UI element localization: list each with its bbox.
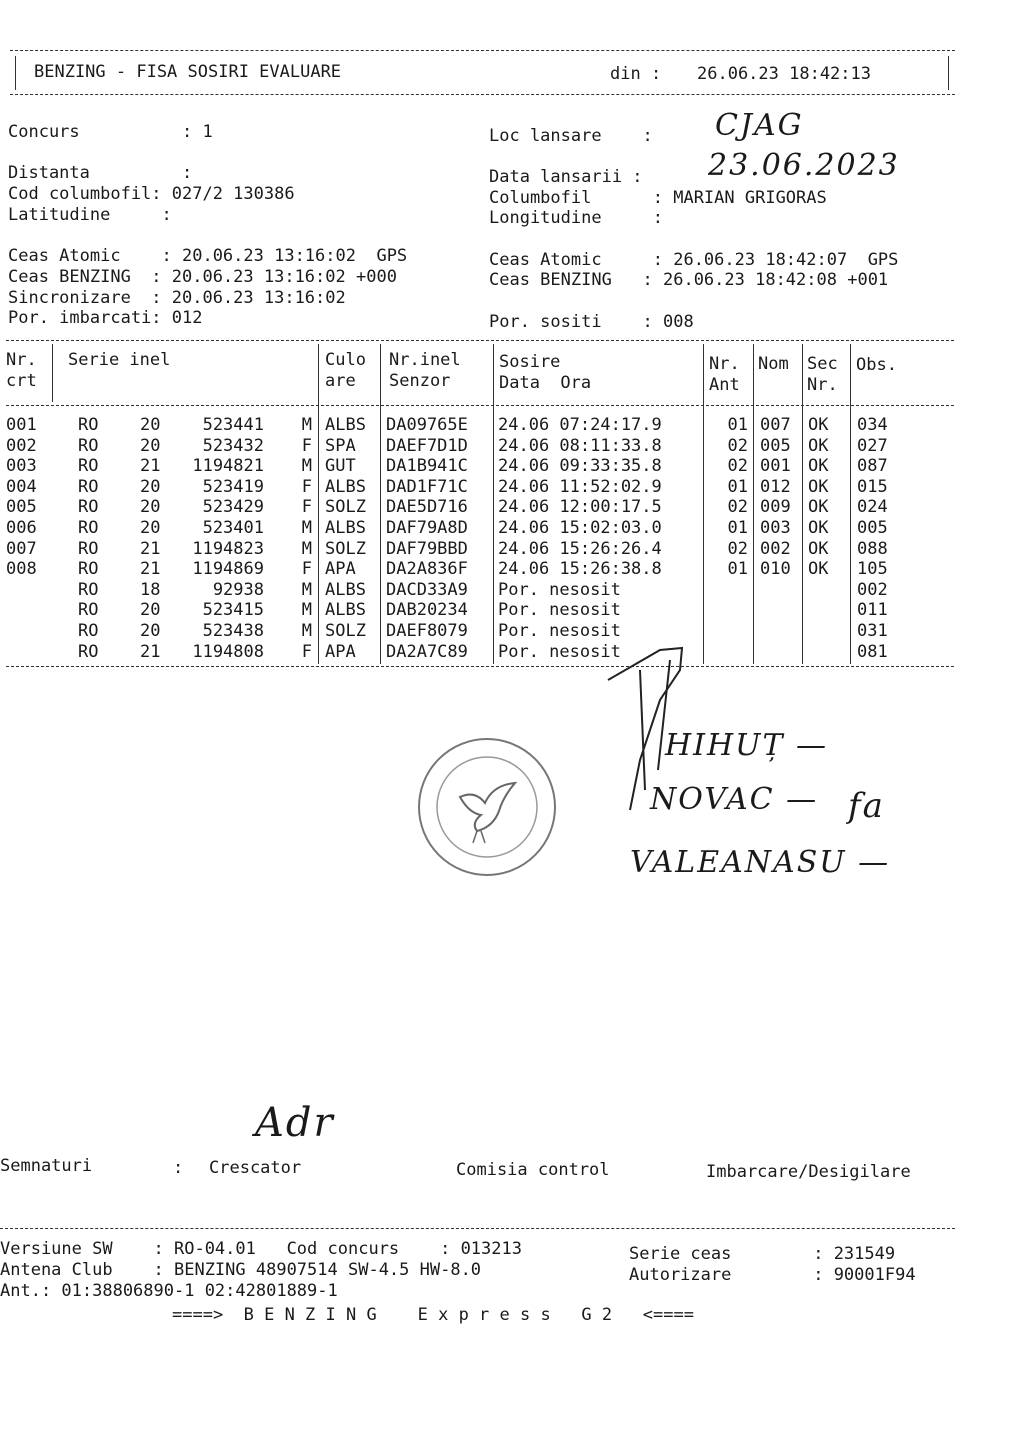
table-row — [0, 642, 960, 663]
cod-columbofil-line: Cod columbofil: 027/2 130386 — [8, 184, 295, 204]
commission-signature-3: VALEANASU — — [630, 845, 891, 880]
cell-culoare: ALBS — [325, 518, 366, 538]
cell-obs: 011 — [857, 600, 888, 621]
footer-line-2: Antena Club : BENZING 48907514 SW-4.5 HW-8.0 — [0, 1260, 482, 1280]
header-bottom-rule — [10, 94, 955, 95]
cell-inel: 523441 — [202, 415, 264, 435]
cell-inel: 1194808 — [192, 641, 264, 662]
distanta-line: Distanta : — [8, 163, 193, 183]
cell-an: 21 — [140, 559, 161, 580]
ceas-benzing-end: Ceas BENZING : 26.06.23 18:42:08 +001 — [489, 270, 889, 290]
cell-sosire: 24.06 09:33:35.8 — [498, 456, 662, 477]
cell-obs: 105 — [857, 559, 888, 580]
cell-tara: RO — [78, 476, 99, 497]
cell-sosire: 24.06 08:11:33.8 — [498, 435, 662, 456]
commission-signature-2: NOVAC — — [650, 782, 819, 817]
table-row — [0, 518, 960, 539]
cell-sec: OK — [808, 538, 829, 559]
cell-sex: F — [301, 476, 312, 497]
cell-crt: 006 — [6, 518, 37, 538]
table-row — [0, 477, 960, 498]
col-header-obs: Obs. — [856, 355, 897, 375]
col-header-nr: Nr. — [6, 350, 37, 370]
cell-senzor: DAEF8079 — [386, 621, 468, 641]
table-row — [0, 600, 960, 621]
cell-ant: 02 — [727, 497, 748, 518]
cell-sosire: 24.06 15:26:38.8 — [498, 559, 662, 580]
cell-sec: OK — [808, 456, 829, 477]
col-header-sec-nr: Nr. — [807, 375, 838, 395]
cell-obs: 034 — [857, 415, 888, 435]
col-header-nom: Nom — [758, 354, 789, 374]
cell-sosire: 24.06 15:26:26.4 — [498, 538, 662, 559]
cell-sosire: 24.06 11:52:02.9 — [498, 476, 662, 497]
cell-obs: 031 — [857, 621, 888, 641]
porumbei-sositi: Por. sositi : 008 — [489, 312, 694, 332]
col-header-sosire: Sosire — [499, 352, 561, 372]
cell-sec: OK — [808, 497, 829, 518]
cell-sec: OK — [808, 415, 829, 435]
cell-ant: 01 — [727, 476, 748, 497]
cell-tara: RO — [78, 559, 99, 580]
col-header-senzor: Senzor — [389, 371, 451, 391]
cell-an: 20 — [140, 435, 161, 456]
cell-nom: 002 — [760, 538, 791, 559]
cell-nom: 009 — [760, 497, 791, 518]
table-row — [0, 580, 960, 601]
cell-culoare: SOLZ — [325, 497, 366, 518]
crescator-signature: Adr — [255, 1100, 335, 1146]
cell-tara: RO — [78, 579, 99, 600]
footer-line-3: Ant.: 01:38806890-1 02:42801889-1 — [0, 1281, 338, 1301]
cell-an: 21 — [140, 538, 161, 559]
header-top-rule — [10, 50, 955, 51]
semnaturi-label: Semnaturi — [0, 1156, 93, 1176]
header-left-border — [15, 56, 16, 90]
longitudine-line: Longitudine : — [489, 208, 663, 228]
cell-senzor: DA09765E — [386, 415, 468, 435]
table-row — [0, 497, 960, 518]
table-top-rule — [6, 340, 954, 341]
cell-sex: M — [301, 538, 312, 559]
cell-nom: 003 — [760, 518, 791, 538]
handwritten-loc: CJAG — [715, 108, 804, 143]
cell-culoare: SOLZ — [325, 538, 366, 559]
cell-culoare: ALBS — [325, 415, 366, 435]
cell-inel: 523432 — [202, 435, 264, 456]
cell-crt: 007 — [6, 538, 37, 559]
cell-ant: 01 — [727, 415, 748, 435]
cell-sosire: 24.06 07:24:17.9 — [498, 415, 662, 435]
cell-culoare: ALBS — [325, 476, 366, 497]
cell-senzor: DAE5D716 — [386, 497, 468, 518]
cell-sex: F — [301, 435, 312, 456]
concurs-line: Concurs : 1 — [8, 122, 213, 142]
cell-sex: F — [301, 497, 312, 518]
cell-ant: 01 — [727, 559, 748, 580]
cell-an: 20 — [140, 415, 161, 435]
cell-tara: RO — [78, 435, 99, 456]
cell-senzor: DAB20234 — [386, 600, 468, 621]
ceas-atomic-end: Ceas Atomic : 26.06.23 18:42:07 GPS — [489, 250, 899, 270]
cell-tara: RO — [78, 415, 99, 435]
cell-obs: 024 — [857, 497, 888, 518]
cell-tara: RO — [78, 600, 99, 621]
cell-tara: RO — [78, 641, 99, 662]
cell-an: 20 — [140, 600, 161, 621]
header-right-border — [948, 56, 949, 90]
cell-tara: RO — [78, 497, 99, 518]
footer-serie-ceas: Serie ceas : 231549 — [629, 1244, 896, 1264]
cell-senzor: DAF79BBD — [386, 538, 468, 559]
cell-an: 20 — [140, 621, 161, 641]
col-header-sec: Sec — [807, 354, 838, 374]
cell-nom: 001 — [760, 456, 791, 477]
cell-sex: M — [301, 518, 312, 538]
cell-obs: 027 — [857, 435, 888, 456]
cell-sex: M — [301, 600, 312, 621]
table-header-rule — [6, 405, 954, 406]
latitudine-line: Latitudine : — [8, 205, 172, 225]
cell-obs: 081 — [857, 641, 888, 662]
cell-ant: 01 — [727, 518, 748, 538]
cell-crt: 004 — [6, 476, 37, 497]
cell-an: 20 — [140, 518, 161, 538]
porumbei-imbarcati: Por. imbarcati: 012 — [8, 308, 203, 328]
footer-rule — [0, 1228, 955, 1229]
col-header-are: are — [325, 371, 356, 391]
cell-sex: F — [301, 641, 312, 662]
sincronizare-line: Sincronizare : 20.06.23 13:16:02 — [8, 288, 346, 308]
table-row — [0, 539, 960, 560]
col-header-nrinel: Nr.inel — [389, 350, 461, 370]
cell-sec: OK — [808, 518, 829, 538]
cell-sex: M — [301, 579, 312, 600]
footer-brand: ====> B E N Z I N G E x p r e s s G 2 <==== — [172, 1305, 694, 1325]
ceas-atomic-start: Ceas Atomic : 20.06.23 13:16:02 GPS — [8, 246, 408, 266]
cell-an: 20 — [140, 476, 161, 497]
table-row — [0, 456, 960, 477]
cell-obs: 087 — [857, 456, 888, 477]
cell-sosire: 24.06 15:02:03.0 — [498, 518, 662, 538]
cell-culoare: SPA — [325, 435, 356, 456]
ceas-benzing-start: Ceas BENZING : 20.06.23 13:16:02 +000 — [8, 267, 397, 287]
footer-autorizare: Autorizare : 90001F94 — [629, 1265, 916, 1285]
cell-culoare: APA — [325, 559, 356, 580]
cell-senzor: DAD1F71C — [386, 476, 468, 497]
cell-obs: 005 — [857, 518, 888, 538]
cell-an: 18 — [140, 579, 161, 600]
col-header-culo: Culo — [325, 350, 366, 370]
cell-tara: RO — [78, 621, 99, 641]
cell-sex: M — [301, 456, 312, 477]
cell-inel: 1194821 — [192, 456, 264, 477]
cell-inel: 523438 — [202, 621, 264, 641]
cell-nom: 012 — [760, 476, 791, 497]
cell-sec: OK — [808, 559, 829, 580]
club-stamp — [415, 735, 560, 880]
cell-tara: RO — [78, 456, 99, 477]
cell-sex: F — [301, 559, 312, 580]
col-sep — [52, 344, 53, 402]
print-timestamp: 26.06.23 18:42:13 — [697, 64, 871, 84]
cell-sec: OK — [808, 476, 829, 497]
cell-sec: OK — [808, 435, 829, 456]
table-row — [0, 621, 960, 642]
semnaturi-colon: : — [173, 1158, 184, 1178]
columbofil-line: Columbofil : MARIAN GRIGORAS — [489, 188, 827, 208]
cell-inel: 523429 — [202, 497, 264, 518]
handwritten-date: 23.06.2023 — [708, 148, 900, 183]
cell-crt: 002 — [6, 435, 37, 456]
cell-senzor: DAEF7D1D — [386, 435, 468, 456]
crescator-label: Crescator — [209, 1158, 302, 1178]
cell-ant: 02 — [727, 456, 748, 477]
cell-nom: 007 — [760, 415, 791, 435]
cell-inel: 523415 — [202, 600, 264, 621]
loc-lansare-line: Loc lansare : — [489, 126, 653, 146]
cell-senzor: DACD33A9 — [386, 579, 468, 600]
col-header-serie: Serie inel — [68, 350, 171, 370]
cell-crt: 005 — [6, 497, 37, 518]
cell-culoare: ALBS — [325, 600, 366, 621]
cell-obs: 088 — [857, 538, 888, 559]
cell-tara: RO — [78, 518, 99, 538]
cell-inel: 1194823 — [192, 538, 264, 559]
cell-culoare: ALBS — [325, 579, 366, 600]
cell-sosire: 24.06 12:00:17.5 — [498, 497, 662, 518]
cell-an: 20 — [140, 497, 161, 518]
cell-inel: 1194869 — [192, 559, 264, 580]
cell-crt: 003 — [6, 456, 37, 477]
cell-senzor: DA1B941C — [386, 456, 468, 477]
cell-inel: 523419 — [202, 476, 264, 497]
cell-senzor: DA2A836F — [386, 559, 468, 580]
cell-sosire: Por. nesosit — [498, 600, 621, 621]
table-bottom-rule — [6, 666, 954, 667]
din-label: din : — [610, 64, 662, 84]
cell-obs: 015 — [857, 476, 888, 497]
document-title: BENZING - FISA SOSIRI EVALUARE — [34, 62, 342, 82]
cell-inel: 523401 — [202, 518, 264, 538]
cell-nom: 005 — [760, 435, 791, 456]
cell-an: 21 — [140, 641, 161, 662]
cell-culoare: SOLZ — [325, 621, 366, 641]
col-header-dataora: Data Ora — [499, 373, 592, 393]
table-row — [0, 559, 960, 580]
comisia-label: Comisia control — [456, 1160, 610, 1180]
cell-an: 21 — [140, 456, 161, 477]
cell-sosire: Por. nesosit — [498, 621, 621, 641]
cell-crt: 001 — [6, 415, 37, 435]
data-lansarii-line: Data lansarii : — [489, 167, 643, 187]
cell-ant: 02 — [727, 538, 748, 559]
cell-senzor: DAF79A8D — [386, 518, 468, 538]
cell-sosire: Por. nesosit — [498, 641, 621, 662]
col-header-nr-ant: Nr. — [709, 354, 740, 374]
col-header-ant: Ant — [709, 375, 740, 395]
cell-inel: 92938 — [212, 579, 264, 600]
cell-nom: 010 — [760, 559, 791, 580]
cell-sex: M — [301, 415, 312, 435]
cell-senzor: DA2A7C89 — [386, 641, 468, 662]
col-header-crt: crt — [6, 371, 37, 391]
imbarcare-label: Imbarcare/Desigilare — [706, 1162, 911, 1182]
commission-initials: fa — [848, 786, 885, 826]
cell-obs: 002 — [857, 579, 888, 600]
cell-ant: 02 — [727, 435, 748, 456]
cell-sex: M — [301, 621, 312, 641]
table-row — [0, 415, 960, 436]
table-row — [0, 436, 960, 457]
commission-signature-1: HIHUȚ — — [665, 728, 829, 763]
cell-culoare: APA — [325, 641, 356, 662]
stamp-dove-icon — [415, 735, 560, 880]
cell-sosire: Por. nesosit — [498, 579, 621, 600]
cell-tara: RO — [78, 538, 99, 559]
cell-crt: 008 — [6, 559, 37, 580]
cell-culoare: GUT — [325, 456, 356, 477]
footer-line-1: Versiune SW : RO-04.01 Cod concurs : 013213 — [0, 1239, 522, 1259]
